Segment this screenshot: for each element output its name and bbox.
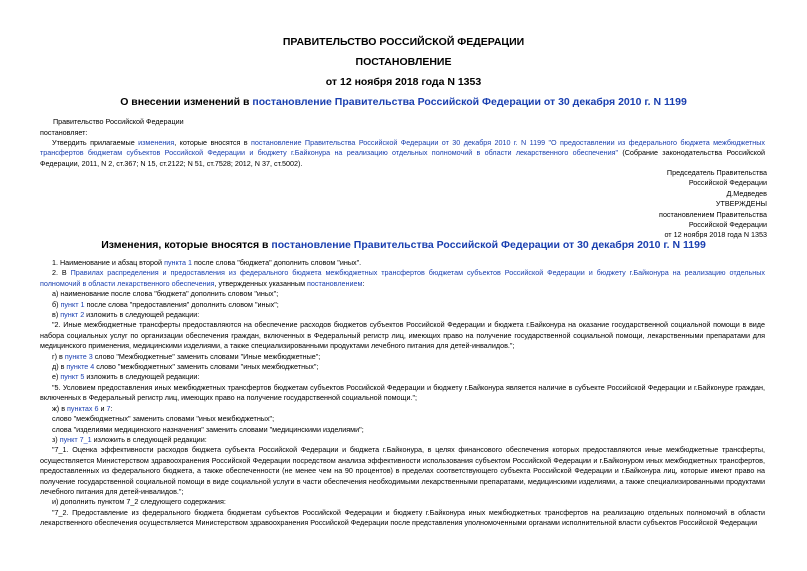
sub-g-text-a: г) в: [52, 351, 65, 361]
quote-point-7-2: "7_2. Предоставление из федерального бюджета бюджетам субъектов Российской Федерации и бюджету г.Байконура иных межбюджетных трансфертов на реализацию отдельных полномочий в области лекарственного обеспечения осуществляется Министерством здравоохранения Российской Федерации после представления уполномоченными органами исполнительной власти субъектов Российской Федерации: [40, 507, 765, 528]
sub-z-text-b: изложить в следующей редакции:: [91, 434, 207, 444]
sub-z-text-a: з): [52, 434, 60, 444]
item-1-link[interactable]: пункта 1: [164, 258, 192, 267]
sub-zh-text-b: и: [98, 403, 107, 413]
sub-e-text-b: изложить в следующей редакции:: [84, 372, 200, 382]
sub-b-text-b: после слова "предоставления" дополнить словом "иных";: [84, 299, 279, 309]
intro-text-c: (Собрание законодательства Российской Федерации, 2011, N 2, ст.367; N 15, ст.2122; N 51, ст.7528; 2012, N 37, ст.5002).: [40, 148, 765, 168]
item-2-text-c: :: [362, 278, 365, 288]
sub-b: [40, 300, 765, 310]
point-2-link[interactable]: пункт 2: [60, 310, 85, 320]
rules-link[interactable]: Правилах распределения и предоставления из федерального бюджета межбюджетных трансфертов бюджетам субъектов Российской Федерации и бюджету г.Байконура на реализацию отдельных полномочий в области лекарственного обеспечения: [40, 268, 765, 288]
quote-point-5: "5. Условием предоставления иных межбюджетных трансфертов бюджетам субъектов Российской Федерации и бюджету г.Байконура является наличие в субъекте Российской Федерации и г.Байконуре граждан, включенных в Федеральный регистр лиц, имеющих право на получение государственной социальной помощи.";: [40, 382, 765, 403]
resolution-link[interactable]: постановлением: [307, 278, 363, 288]
sub-a: а) наименование после слова "бюджета" дополнить словом "иных";: [52, 289, 279, 299]
item-2-text-b: , утвержденных указанным: [214, 278, 308, 288]
sub-g-text-b: слово "Межбюджетные" заменить словами "Иные межбюджетные";: [92, 351, 321, 361]
sub-zh-text-a: ж) в: [52, 403, 68, 413]
intro-line-2: постановляет:: [40, 128, 88, 137]
approved-by-2: Российской Федерации: [688, 220, 767, 230]
sub-d: [40, 362, 765, 372]
intro-text-a: Утвердить прилагаемые: [52, 138, 139, 147]
sub-zh-line-1: слово "межбюджетных" заменить словами "иных межбюджетных";: [52, 414, 275, 424]
item-1: [40, 258, 765, 268]
intro-text-b: , которые вносятся в: [174, 138, 252, 147]
changes-heading-link[interactable]: постановление Правительства Российской Федерации от 30 декабря 2010 г. N 1199: [271, 239, 706, 251]
point-6-link[interactable]: пунктах 6: [67, 403, 99, 413]
title-prefix: О внесении изменений в: [120, 96, 253, 108]
sub-z: [40, 435, 765, 445]
item-2: [40, 268, 765, 289]
decree-1199-link[interactable]: постановление Правительства Российской Федерации от 30 декабря 2010 г. N 1199 "О предоставлении из федерального бюджета межбюджетных трансфертов бюджетам субъектов Российской Федерации и бюджету г.Байконура на реализацию отдельных полномочий в области лекарственного обеспечения": [40, 138, 765, 158]
sub-zh-line-2: слова "изделиями медицинского назначения" заменить словами "медицинскими изделиями";: [52, 424, 364, 434]
signer-title-2: Российской Федерации: [688, 178, 767, 188]
point-7-1-link[interactable]: пункт 7_1: [59, 434, 92, 444]
resolution-heading: ПОСТАНОВЛЕНИЕ: [355, 56, 452, 68]
approved-label: УТВЕРЖДЕНЫ: [715, 199, 767, 209]
sub-e: [40, 372, 765, 382]
point-5-link[interactable]: пункт 5: [60, 372, 85, 382]
intro-paragraph: [40, 138, 765, 169]
quote-point-2: "2. Иные межбюджетные трансферты предоставляются на обеспечение расходов бюджетов субъектов Российской Федерации и бюджета г.Байконура на оказание государственной социальной помощи в виде набора социальных услуг по организации обеспечения граждан, включенных в Федеральный регистр лиц, имеющих право на получение государственной социальной помощи, лекарственными препаратами для медицинского применения, медицинскими изделиями, а также специализированными продуктами лечебного питания для детей-инвалидов.";: [40, 320, 765, 351]
sub-d-text-b: слово "межбюджетных" заменить словами "иных межбюджетных";: [94, 362, 319, 372]
sub-i: и) дополнить пунктом 7_2 следующего содержания:: [52, 497, 226, 507]
approved-by-1: постановлением Правительства: [659, 209, 767, 219]
changes-heading: [0, 239, 807, 251]
sub-g: [40, 352, 765, 362]
quote-point-7-1: "7_1. Оценка эффективности расходов бюджета субъекта Российской Федерации и бюджета г.Байконура, в целях финансового обеспечения которых предоставляются иные межбюджетные трансферты, осуществляется Министерством здравоохранения Российской Федерации посредством анализа эффективности использования субъектом Российской Федерации и г.Байконуром иных межбюджетных трансфертов, предоставленных из федерального бюджета, а также обеспеченности (не менее чем на 90 процентов) в пределах соответствующего субъекта Российской Федерации и г.Байконура лиц, которые имеют право на получение государственной социальной помощи в виде социальной услуги в части обеспечения необходимыми лекарственными препаратами, медицинскими изделиями, а также специализированными продуктами лечебного питания для детей-инвалидов.";: [40, 445, 765, 496]
sub-v-text-a: в): [52, 310, 61, 320]
intro-line-1: Правительство Российской Федерации: [53, 117, 184, 126]
point-1-link[interactable]: пункт 1: [60, 299, 85, 309]
resolution-date: от 12 ноября 2018 года N 1353: [325, 76, 482, 88]
changes-body: [40, 258, 765, 529]
point-3-link[interactable]: пункте 3: [64, 351, 93, 361]
item-1-text-a: 1. Наименование и абзац второй: [52, 258, 165, 267]
item-2-text-a: 2. В: [52, 268, 71, 278]
approved-date: от 12 ноября 2018 года N 1353: [664, 230, 767, 240]
signature-block: [659, 168, 767, 241]
item-1-text-b: после слова "бюджета" дополнить словом "иных".: [191, 258, 362, 267]
resolution-title: [0, 96, 807, 108]
signer-title-1: Председатель Правительства: [666, 168, 767, 177]
changes-heading-prefix: Изменения, которые вносятся в: [101, 239, 272, 251]
point-7-link[interactable]: 7: [106, 403, 111, 413]
sub-v: [40, 310, 765, 320]
sub-zh-text-c: :: [110, 403, 113, 413]
title-link[interactable]: постановление Правительства Российской Федерации от 30 декабря 2010 г. N 1199: [252, 96, 687, 108]
sub-e-text-a: е): [52, 372, 61, 382]
point-4-link[interactable]: пункте 4: [66, 362, 95, 372]
sub-d-text-a: д) в: [52, 362, 67, 372]
sub-b-text-a: б): [52, 299, 61, 309]
sub-v-text-b: изложить в следующей редакции:: [84, 310, 200, 320]
signer-name: Д.Медведев: [726, 188, 767, 198]
government-heading: ПРАВИТЕЛЬСТВО РОССИЙСКОЙ ФЕДЕРАЦИИ: [282, 36, 525, 48]
sub-zh: [40, 404, 765, 414]
changes-link[interactable]: изменения: [138, 138, 175, 147]
